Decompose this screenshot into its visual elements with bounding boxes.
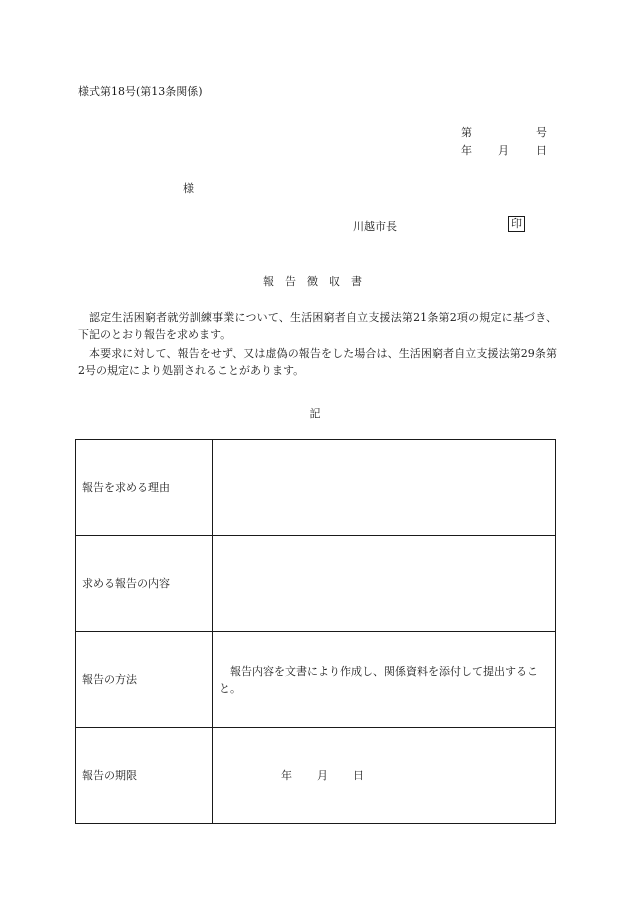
deadline-year: 年 xyxy=(281,769,292,782)
number-prefix: 第 xyxy=(461,126,472,139)
issue-date-month: 月 xyxy=(498,144,509,157)
row-label-reason: 報告を求める理由 xyxy=(76,440,213,536)
body-paragraph-2: 本要求に対して、報告をせず、又は虚偽の報告をした場合は、生活困窮者自立支援法第29条第2号の規定により処罰されることがあります。 xyxy=(78,347,557,377)
deadline-month: 月 xyxy=(317,769,328,782)
body-paragraph-1: 認定生活困窮者就労訓練事業について、生活困窮者自立支援法第21条第2項の規定に基づき、下記のとおり報告を求めます。 xyxy=(78,311,557,341)
report-table xyxy=(75,439,556,824)
issue-date-day: 日 xyxy=(536,144,547,157)
table-row xyxy=(76,728,556,824)
row-label-content: 求める報告の内容 xyxy=(76,536,213,632)
form-number: 様式第18号(第13条関係) xyxy=(78,85,203,98)
addressee: 様 xyxy=(183,182,194,195)
issuer-name: 川越市長 xyxy=(353,220,397,233)
deadline-date xyxy=(219,767,549,784)
row-value-reason xyxy=(213,440,556,536)
row-value-method xyxy=(213,632,556,728)
method-text: 報告内容を文書により作成し、関係資料を添付して提出すること。 xyxy=(219,664,538,695)
row-value-deadline xyxy=(213,728,556,824)
deadline-day: 日 xyxy=(353,769,364,782)
issue-date-year: 年 xyxy=(461,144,472,157)
table-row xyxy=(76,536,556,632)
table-row xyxy=(76,440,556,536)
number-suffix: 号 xyxy=(536,126,547,139)
ki-heading: 記 xyxy=(309,407,321,420)
row-label-deadline: 報告の期限 xyxy=(76,728,213,824)
table-row xyxy=(76,632,556,728)
document-title: 報告徴収書 xyxy=(263,275,373,288)
row-value-content xyxy=(213,536,556,632)
row-label-method: 報告の方法 xyxy=(76,632,213,728)
seal-mark: 印 xyxy=(508,216,525,232)
